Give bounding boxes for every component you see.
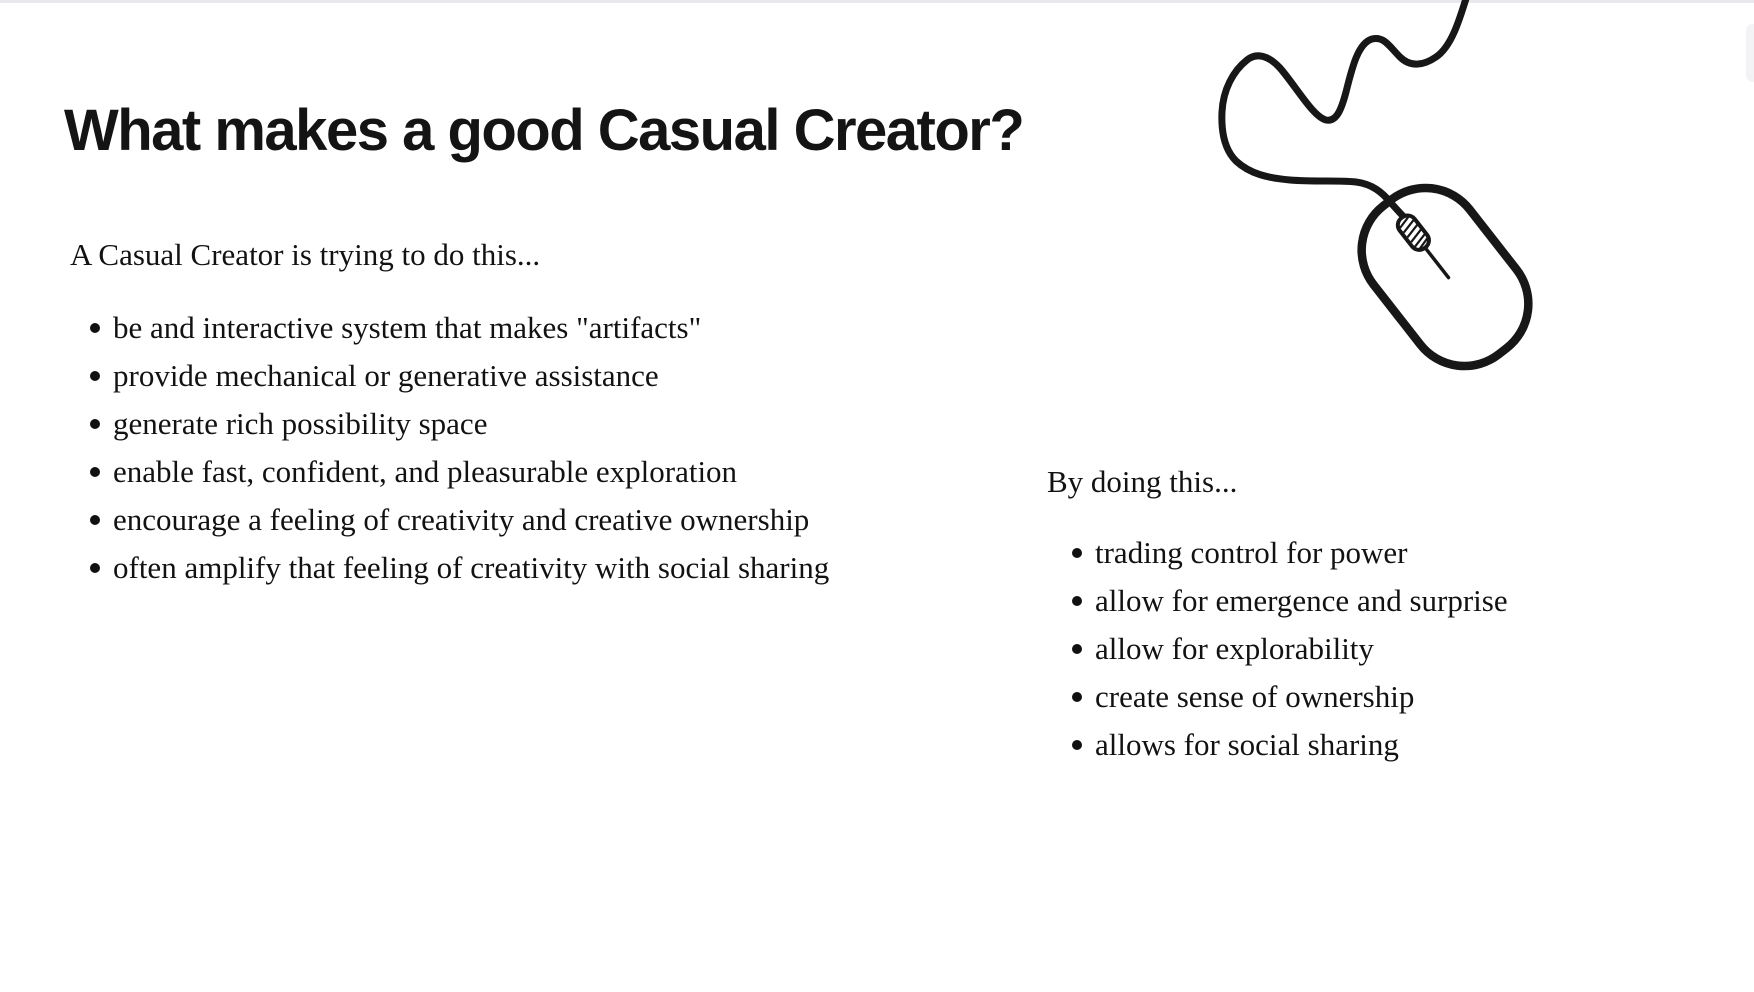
left-section-intro: A Casual Creator is trying to do this... — [70, 237, 541, 272]
bullet-item: allow for emergence and surprise — [1072, 577, 1508, 625]
right-section-intro: By doing this... — [1047, 464, 1238, 499]
bullet-dot — [1072, 740, 1082, 750]
bullet-item: provide mechanical or generative assistance — [90, 352, 829, 400]
right-bullet-list — [1072, 529, 1508, 769]
bullet-dot — [1072, 596, 1082, 606]
bullet-dot — [90, 515, 100, 525]
bullet-dot — [1072, 548, 1082, 558]
bullet-dot — [90, 467, 100, 477]
bullet-item: create sense of ownership — [1072, 673, 1508, 721]
left-bullet-list — [90, 304, 829, 592]
bullet-item: trading control for power — [1072, 529, 1508, 577]
computer-mouse-icon — [1110, 0, 1570, 400]
bullet-item: often amplify that feeling of creativity with social sharing — [90, 544, 829, 592]
bullet-item: allow for explorability — [1072, 625, 1508, 673]
bullet-item: allows for social sharing — [1072, 721, 1508, 769]
mouse-body — [1339, 165, 1551, 388]
bullet-item: generate rich possibility space — [90, 400, 829, 448]
bullet-item: enable fast, confident, and pleasurable exploration — [90, 448, 829, 496]
scrollbar-thumb[interactable] — [1746, 24, 1754, 82]
page-title: What makes a good Casual Creator? — [64, 98, 1024, 163]
bullet-item: encourage a feeling of creativity and creative ownership — [90, 496, 829, 544]
bullet-item: be and interactive system that makes "artifacts" — [90, 304, 829, 352]
bullet-dot — [90, 563, 100, 573]
bullet-dot — [90, 371, 100, 381]
bullet-dot — [90, 323, 100, 333]
bullet-dot — [90, 419, 100, 429]
bullet-dot — [1072, 692, 1082, 702]
bullet-dot — [1072, 644, 1082, 654]
